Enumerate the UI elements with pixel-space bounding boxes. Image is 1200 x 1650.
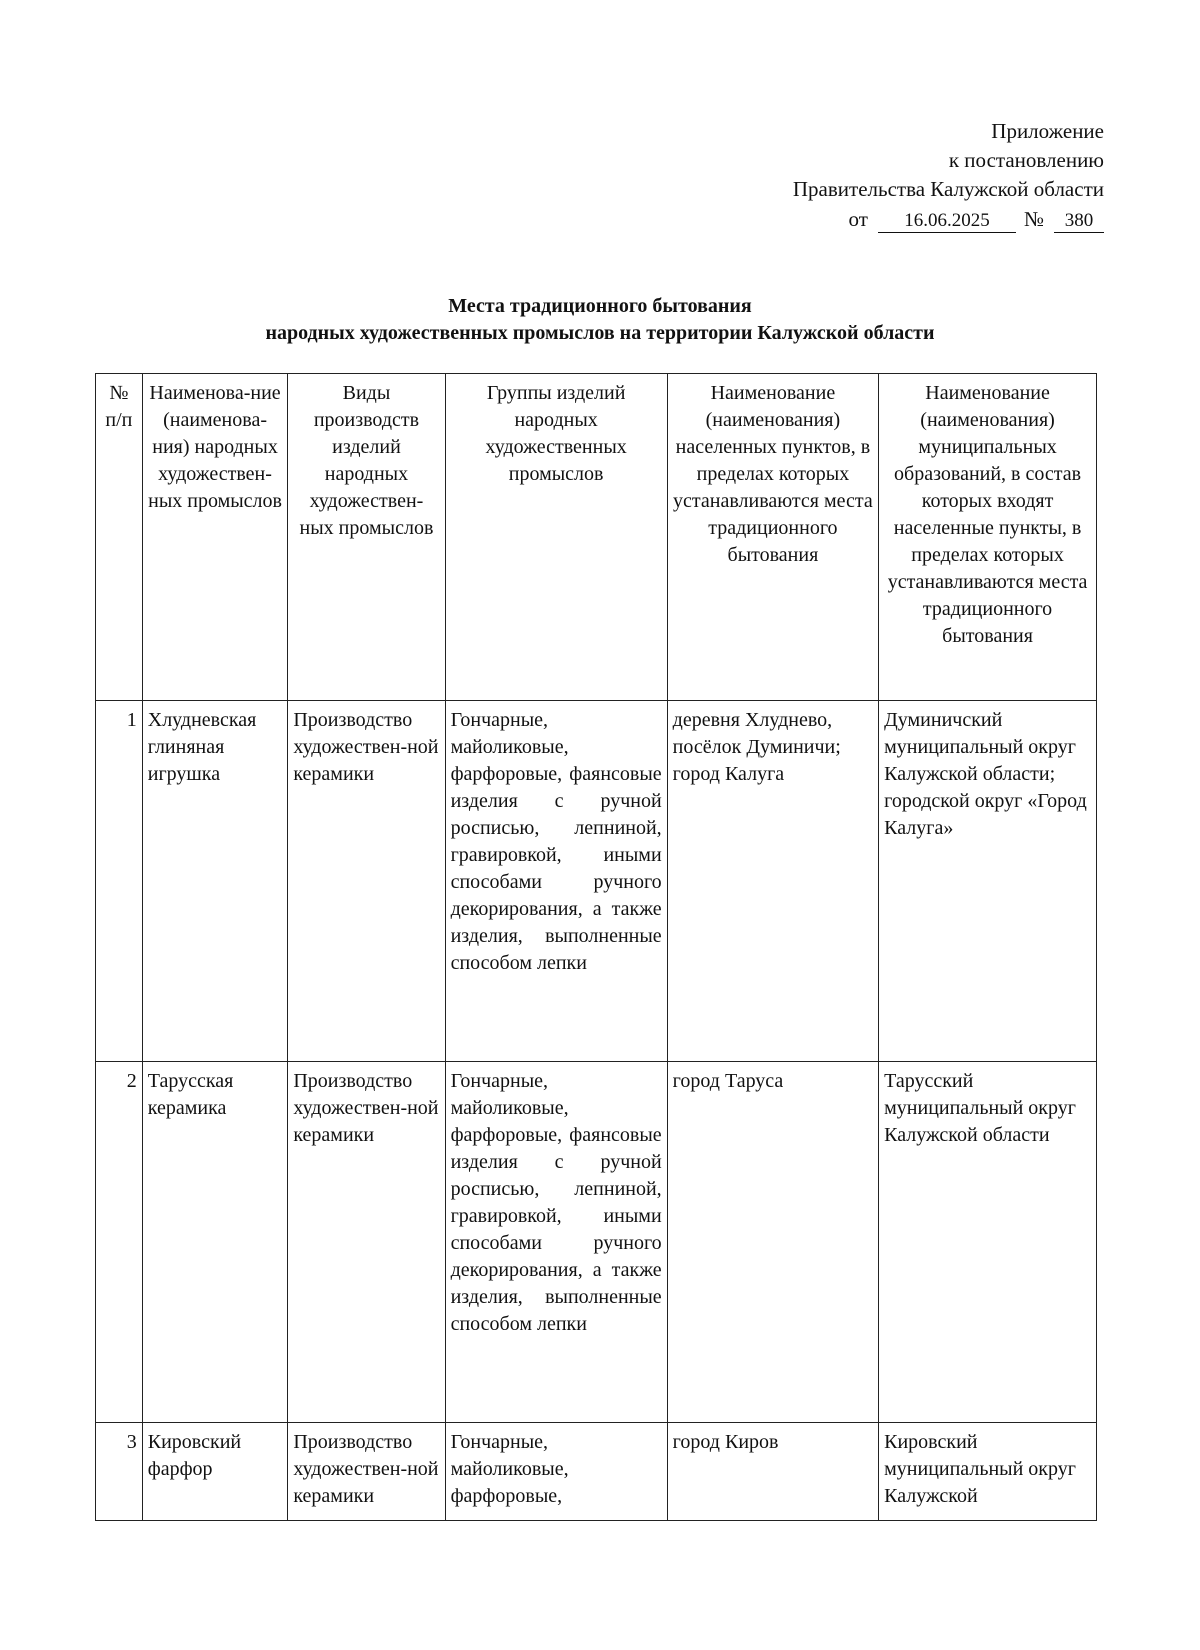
number-prefix: №	[1023, 207, 1044, 231]
annex-block	[793, 117, 1104, 234]
header-municipalities: Наименование (наименования) муниципальных образований, в состав которых входят населенные пункты, в пределах которых устанавливаются места традиционного бытования	[879, 374, 1097, 701]
row-name: Кировский фарфор	[142, 1423, 288, 1521]
row-num: 3	[96, 1423, 143, 1521]
annex-line-1: Приложение	[991, 119, 1104, 143]
row-groups: Гончарные, майоликовые, фарфоровые,	[445, 1423, 667, 1521]
row-municipalities: Думиничский муниципальный округ Калужской области; городской округ «Город Калуга»	[879, 701, 1097, 1062]
title-line-1: Места традиционного бытования	[448, 295, 752, 317]
row-kind: Производство художествен-ной керамики	[288, 1062, 445, 1423]
table-row	[96, 1423, 1097, 1521]
header-num: № п/п	[96, 374, 143, 701]
row-name: Хлудневская глиняная игрушка	[142, 701, 288, 1062]
row-settlements: город Киров	[667, 1423, 878, 1521]
crafts-table	[95, 373, 1097, 1521]
date-prefix: от	[848, 207, 868, 231]
title-line-2: народных художественных промыслов на территории Калужской области	[265, 322, 935, 344]
header-kinds: Виды производств изделий народных художествен-ных промыслов	[288, 374, 445, 701]
row-municipalities: Кировский муниципальный округ Калужской	[879, 1423, 1097, 1521]
number-value: 380	[1054, 210, 1104, 233]
row-kind: Производство художествен-ной керамики	[288, 701, 445, 1062]
annex-date-line	[793, 205, 1104, 234]
header-groups: Группы изделий народных художественных промыслов	[445, 374, 667, 701]
row-settlements: город Таруса	[667, 1062, 878, 1423]
annex-line-3: Правительства Калужской области	[792, 177, 1104, 201]
row-kind: Производство художествен-ной керамики	[288, 1423, 445, 1521]
annex-line-2: к постановлению	[948, 148, 1104, 172]
table-header-row	[96, 374, 1097, 701]
row-num: 2	[96, 1062, 143, 1423]
row-num: 1	[96, 701, 143, 1062]
header-name: Наименова-ние (наименова-ния) народных художествен-ных промыслов	[142, 374, 288, 701]
date-value: 16.06.2025	[878, 210, 1016, 233]
row-municipalities: Тарусский муниципальный округ Калужской области	[879, 1062, 1097, 1423]
table-row	[96, 701, 1097, 1062]
row-name: Тарусская керамика	[142, 1062, 288, 1423]
row-settlements: деревня Хлуднево, посёлок Думиничи; город Калуга	[667, 701, 878, 1062]
header-settlements: Наименование (наименования) населенных пунктов, в пределах которых устанавливаются места традиционного бытования	[667, 374, 878, 701]
table-row	[96, 1062, 1097, 1423]
row-groups: Гончарные, майоликовые, фарфоровые, фаянсовые изделия с ручной росписью, лепниной, гравировкой, иными способами ручного декорирования, а также изделия, выполненные способом лепки	[445, 1062, 667, 1423]
row-groups: Гончарные, майоликовые, фарфоровые, фаянсовые изделия с ручной росписью, лепниной, гравировкой, иными способами ручного декорирования, а также изделия, выполненные способом лепки	[445, 701, 667, 1062]
document-title	[0, 293, 1200, 347]
